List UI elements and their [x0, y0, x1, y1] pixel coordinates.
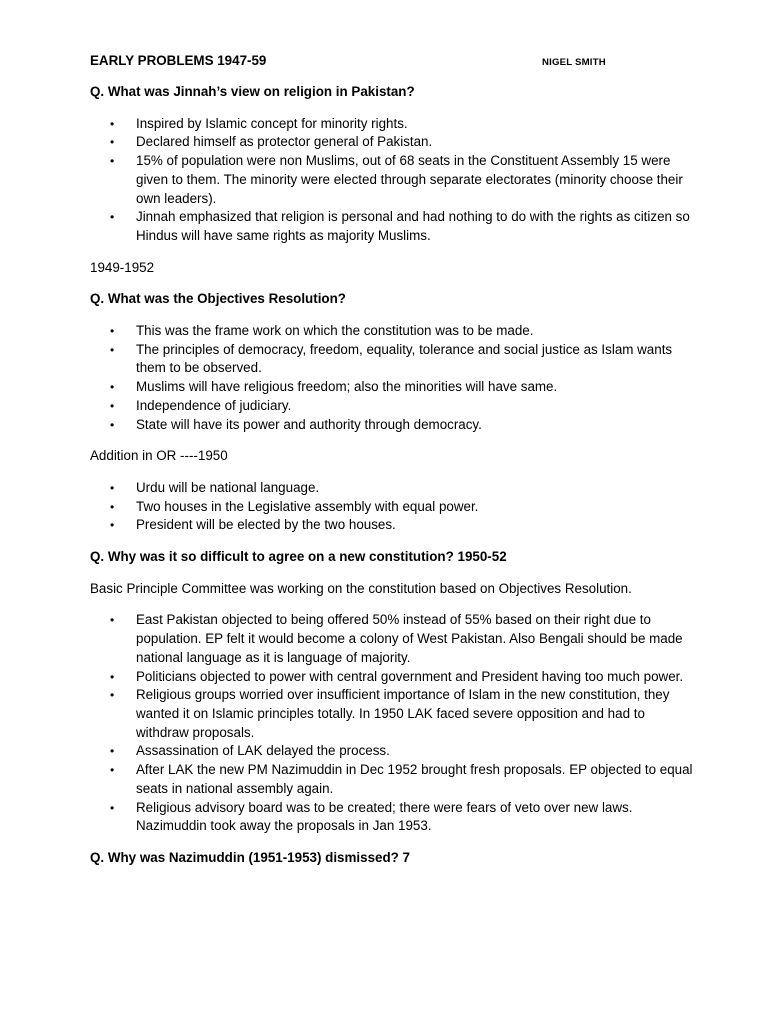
bullet-icon: • [110, 116, 115, 131]
list-item-text: Independence of judiciary. [136, 397, 292, 413]
list-item-text: Religious groups worried over insufficient importance of Islam in the new constitution, they wanted it on Islamic principles totally. In 1950 LAK faced severe opposition and had to withdraw proposals. [136, 687, 670, 740]
list-item-text: The principles of democracy, freedom, equality, tolerance and social justice as Islam wants them to be observed. [136, 341, 673, 376]
list-item-text: Politicians objected to power with central government and President having too much power. [136, 668, 684, 684]
bullet-icon: • [110, 154, 115, 169]
list-item [90, 397, 700, 416]
bullet-icon: • [110, 398, 115, 413]
bullet-list [90, 479, 700, 535]
list-item-text: Jinnah emphasized that religion is personal and had nothing to do with the rights as citizen so Hindus will have same rights as majority Muslims. [136, 209, 690, 243]
list-item [90, 686, 700, 742]
section [90, 580, 700, 836]
list-item-text: Assassination of LAK delayed the process. [136, 743, 390, 759]
list-item [90, 799, 700, 836]
document-title: EARLY PROBLEMS 1947-59 [90, 53, 267, 68]
list-item-text: President will be elected by the two houses. [136, 517, 396, 533]
list-item-text: East Pakistan objected to being offered 50% instead of 55% based on their right due to population. EP felt it would become a colony of West Pakistan. Also Bengali should be made national language as it is language of majority. [136, 612, 683, 665]
bullet-icon: • [110, 518, 115, 533]
list-item-text: Two houses in the Legislative assembly with equal power. [136, 498, 479, 514]
paragraph-text: Addition in OR ----1950 [90, 448, 228, 464]
bullet-icon: • [110, 417, 115, 432]
question-heading: Q. What was Jinnah’s view on religion in Pakistan? [90, 84, 415, 99]
section [90, 290, 700, 434]
section [90, 259, 700, 278]
list-item [90, 742, 700, 761]
section [90, 83, 700, 246]
list-item [90, 322, 700, 341]
list-item [90, 115, 700, 134]
bullet-icon: • [110, 800, 115, 815]
list-item [90, 378, 700, 397]
document-header [90, 52, 700, 70]
list-item [90, 611, 700, 667]
bullet-icon: • [110, 210, 115, 225]
bullet-icon: • [110, 763, 115, 778]
question-heading: Q. What was the Objectives Resolution? [90, 291, 346, 307]
list-item-text: Declared himself as protector general of Pakistan. [136, 134, 433, 150]
document-page [90, 52, 700, 868]
question-heading: Q. Why was it so difficult to agree on a new constitution? 1950-52 [90, 549, 507, 565]
list-item [90, 668, 700, 687]
bullet-list [90, 322, 700, 434]
section [90, 447, 700, 535]
bullet-list [90, 115, 700, 246]
list-item-text: State will have its power and authority through democracy. [136, 416, 482, 432]
bullet-icon: • [110, 613, 115, 628]
question-heading: Q. Why was Nazimuddin (1951-1953) dismissed? 7 [90, 849, 410, 865]
bullet-icon: • [110, 744, 115, 759]
list-item [90, 341, 700, 378]
list-item-text: Religious advisory board was to be created; there were fears of veto over new laws. Nazimuddin took away the proposals in Jan 1953. [136, 799, 633, 834]
paragraph-text: Basic Principle Committee was working on the constitution based on Objectives Resolution. [90, 580, 632, 596]
bullet-icon: • [110, 499, 115, 514]
bullet-icon: • [110, 669, 115, 684]
bullet-icon: • [110, 342, 115, 357]
bullet-icon: • [110, 688, 115, 703]
section [90, 548, 700, 567]
bullet-icon: • [110, 380, 115, 395]
bullet-list [90, 611, 700, 835]
list-item-text: Inspired by Islamic concept for minority rights. [136, 115, 408, 131]
list-item [90, 133, 700, 152]
bullet-icon: • [110, 480, 115, 495]
list-item-text: After LAK the new PM Nazimuddin in Dec 1952 brought fresh proposals. EP objected to equal seats in national assembly again. [136, 762, 693, 796]
list-item [90, 152, 700, 208]
list-item [90, 761, 700, 798]
list-item-text: 15% of population were non Muslims, out of 68 seats in the Constituent Assembly 15 were given to them. The minority were elected through separate electorates (minority choose their own leaders). [136, 153, 683, 206]
document-body [90, 83, 700, 868]
list-item [90, 208, 700, 245]
list-item-text: This was the frame work on which the constitution was to be made. [136, 323, 534, 339]
list-item [90, 516, 700, 535]
list-item [90, 479, 700, 498]
paragraph-text: 1949-1952 [90, 259, 155, 275]
bullet-icon: • [110, 135, 115, 150]
author-name: NIGEL SMITH [542, 57, 606, 68]
bullet-icon: • [110, 324, 115, 339]
list-item-text: Urdu will be national language. [136, 479, 320, 495]
list-item [90, 498, 700, 517]
list-item [90, 416, 700, 435]
section [90, 849, 700, 868]
list-item-text: Muslims will have religious freedom; also the minorities will have same. [136, 379, 558, 395]
